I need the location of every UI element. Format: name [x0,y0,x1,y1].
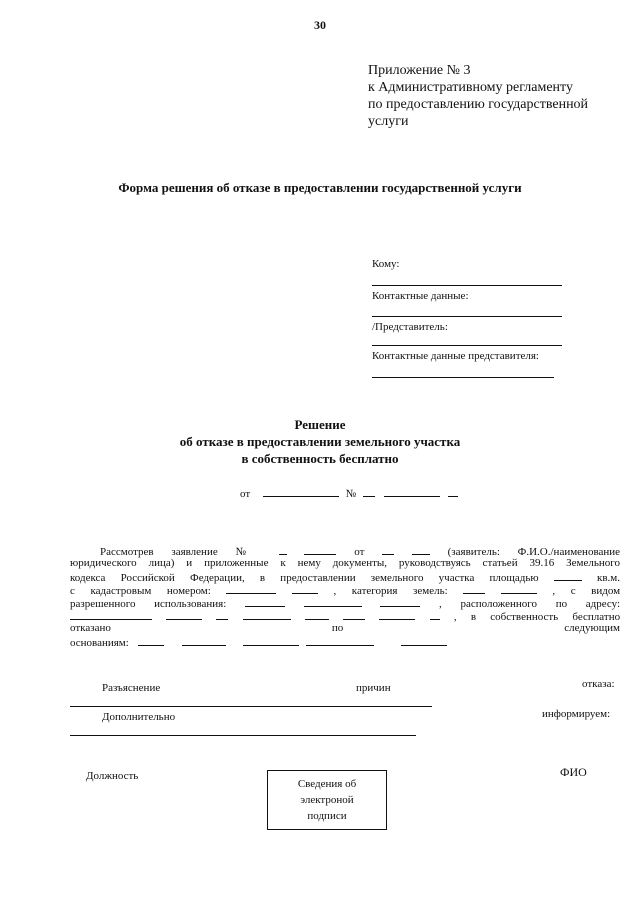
explanation-label: Разъяснение [102,682,161,694]
body-line: отказано по следующим [70,622,621,634]
additional-inform: информируем: [542,708,611,720]
appendix-line: Приложение № 3 [368,63,471,78]
to-label: Кому: [372,258,400,270]
representative-label: /Представитель: [372,321,448,333]
additional-label: Дополнительно [102,711,176,723]
body-line: Рассмотрев заявление № от (заявитель: Ф.И.О./наименование [100,546,621,558]
explanation-reasons: причин [356,682,391,694]
appendix-line: к Административному регламенту [368,80,573,95]
additional-line [70,735,416,736]
representative-contact-line [372,377,554,378]
to-line [372,285,562,286]
appendix-line: по предоставлению государственной [368,97,589,112]
fio-label: ФИО [560,765,587,779]
contact-label: Контактные данные: [372,290,469,302]
number-blank [448,486,458,497]
position-label: Должность [86,770,139,782]
number-blank [384,486,440,497]
form-title: Форма решения об отказе в предоставлении государственной услуги [118,180,522,195]
number-blank [363,486,375,497]
date-prefix: от [240,488,251,500]
body-line: юридического лица) и приложенные к нему документы, руководствуясь статьей 39.16 Земельного [70,557,620,569]
contact-line [372,316,562,317]
body-line: с кадастровым номером: , категория земель: , с видом [70,585,621,597]
explanation-line [70,706,432,707]
body-line: разрешенного использования: , расположенного по адресу: [70,598,621,610]
date-blank [263,486,339,497]
decision-subtitle: об отказе в предоставлении земельного участка [179,434,461,449]
representative-line [372,345,562,346]
decision-date-number [240,486,458,500]
body-line: основаниям: [70,635,620,650]
appendix-block [368,62,588,130]
body-line: , в собственность бесплатно [70,609,620,624]
explanation-refusal: отказа: [582,678,615,690]
decision-subtitle: в собственность бесплатно [241,451,399,466]
decision-title: Решение [294,417,346,432]
representative-contact-label: Контактные данные представителя: [372,350,539,362]
electronic-signature-box: Сведения об электроной подписи [267,770,387,830]
appendix-line: услуги [368,114,409,129]
body-line: кодекса Российской Федерации, в предоставлении земельного участка площадью кв.м. [70,572,621,584]
page-number: 30 [314,18,326,32]
number-prefix: № [345,488,357,500]
